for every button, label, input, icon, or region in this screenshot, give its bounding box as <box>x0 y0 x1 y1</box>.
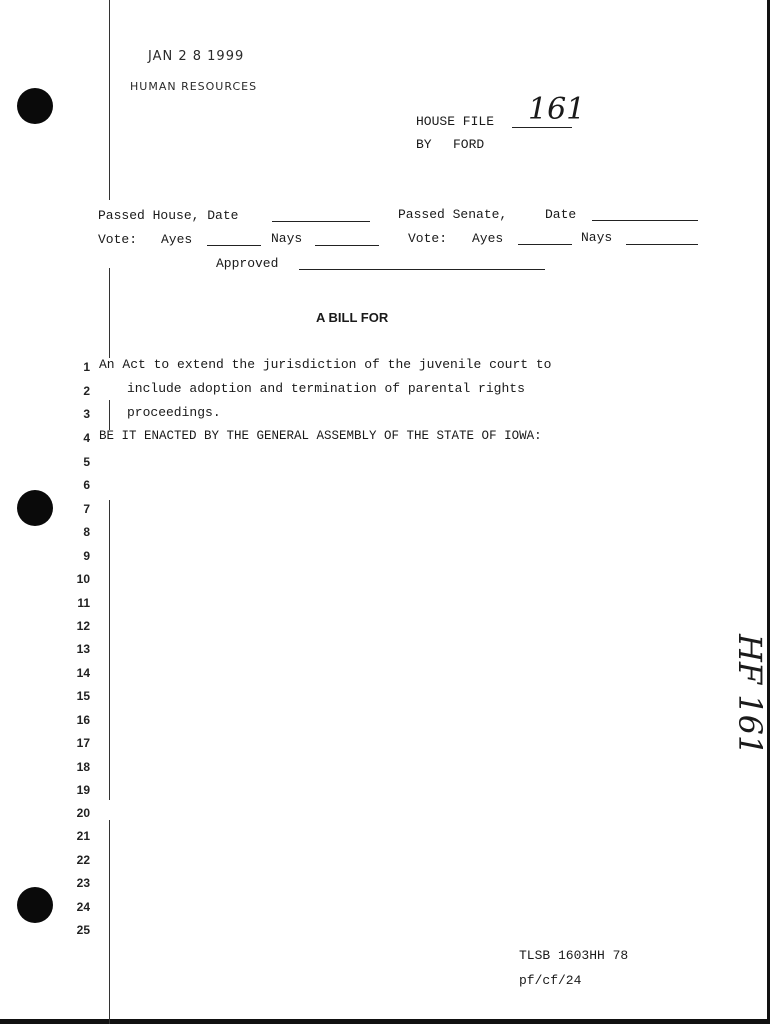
margin-note-handwritten: HF 161 <box>731 634 769 756</box>
passed-senate-date-blank <box>592 208 698 221</box>
binder-hole-bottom <box>17 887 53 923</box>
passed-senate-label: Passed Senate, <box>398 207 508 222</box>
line-number: 13 <box>76 642 90 656</box>
house-ayes-label: Ayes <box>161 232 193 247</box>
line-number: 23 <box>76 876 90 890</box>
line-number: 3 <box>83 407 90 421</box>
senate-nays-blank <box>626 232 698 245</box>
line-number: 1 <box>83 360 90 374</box>
house-ayes-blank <box>207 233 261 246</box>
received-stamp-department: HUMAN RESOURCES <box>130 80 258 93</box>
sponsor-name: FORD <box>453 137 485 152</box>
binder-hole-top <box>17 88 53 124</box>
line-number: 4 <box>83 431 90 445</box>
margin-rule <box>109 268 110 358</box>
house-file-label: HOUSE FILE <box>416 114 495 129</box>
line-number: 17 <box>76 736 90 750</box>
line-number: 20 <box>76 806 90 820</box>
line-number: 8 <box>83 525 90 539</box>
line-number: 19 <box>76 783 90 797</box>
senate-ayes-label: Ayes <box>472 231 504 246</box>
line-number: 12 <box>76 619 90 633</box>
binder-hole-middle <box>17 490 53 526</box>
house-nays-blank <box>315 233 379 246</box>
line-number: 14 <box>76 666 90 680</box>
approved-label: Approved <box>216 256 279 271</box>
line-number: 21 <box>76 829 90 843</box>
line-number: 11 <box>77 596 90 610</box>
line-number: 10 <box>76 572 90 586</box>
margin-rule <box>109 400 110 430</box>
bill-text-line-1: An Act to extend the jurisdiction of the juvenile court to <box>99 357 552 372</box>
passed-house-label: Passed House, Date <box>98 208 239 223</box>
line-number: 15 <box>76 689 90 703</box>
line-number: 22 <box>76 853 90 867</box>
passed-house-date-blank <box>272 209 370 222</box>
line-number: 18 <box>76 760 90 774</box>
senate-date-label: Date <box>545 207 577 222</box>
line-number: 7 <box>83 502 90 516</box>
line-number: 25 <box>76 923 90 937</box>
footer-code: TLSB 1603HH 78 <box>519 948 629 963</box>
margin-rule <box>109 820 110 1024</box>
bill-text-line-4: BE IT ENACTED BY THE GENERAL ASSEMBLY OF THE STATE OF IOWA: <box>99 429 542 443</box>
line-number: 6 <box>83 478 90 492</box>
footer-initials: pf/cf/24 <box>519 973 582 988</box>
line-number: 2 <box>83 384 90 398</box>
line-number: 16 <box>76 713 90 727</box>
house-nays-label: Nays <box>271 231 303 246</box>
house-file-underline <box>512 127 572 128</box>
approved-blank <box>299 257 545 270</box>
house-file-number: 161 <box>528 92 586 127</box>
margin-rule <box>109 0 110 200</box>
senate-nays-label: Nays <box>581 230 613 245</box>
bill-text-line-3: proceedings. <box>127 405 221 420</box>
bill-title: A BILL FOR <box>316 310 389 325</box>
house-vote-label: Vote: <box>98 232 138 247</box>
line-number: 5 <box>83 455 90 469</box>
line-number: 9 <box>83 549 90 563</box>
senate-ayes-blank <box>518 232 572 245</box>
senate-vote-label: Vote: <box>408 231 448 246</box>
margin-rule <box>109 500 110 800</box>
line-number: 24 <box>76 900 90 914</box>
bill-text-line-2: include adoption and termination of parental rights <box>127 381 525 396</box>
by-label: BY <box>416 137 432 152</box>
page-bottom-edge <box>0 1019 770 1024</box>
received-stamp-date: JAN 2 8 1999 <box>148 49 245 64</box>
